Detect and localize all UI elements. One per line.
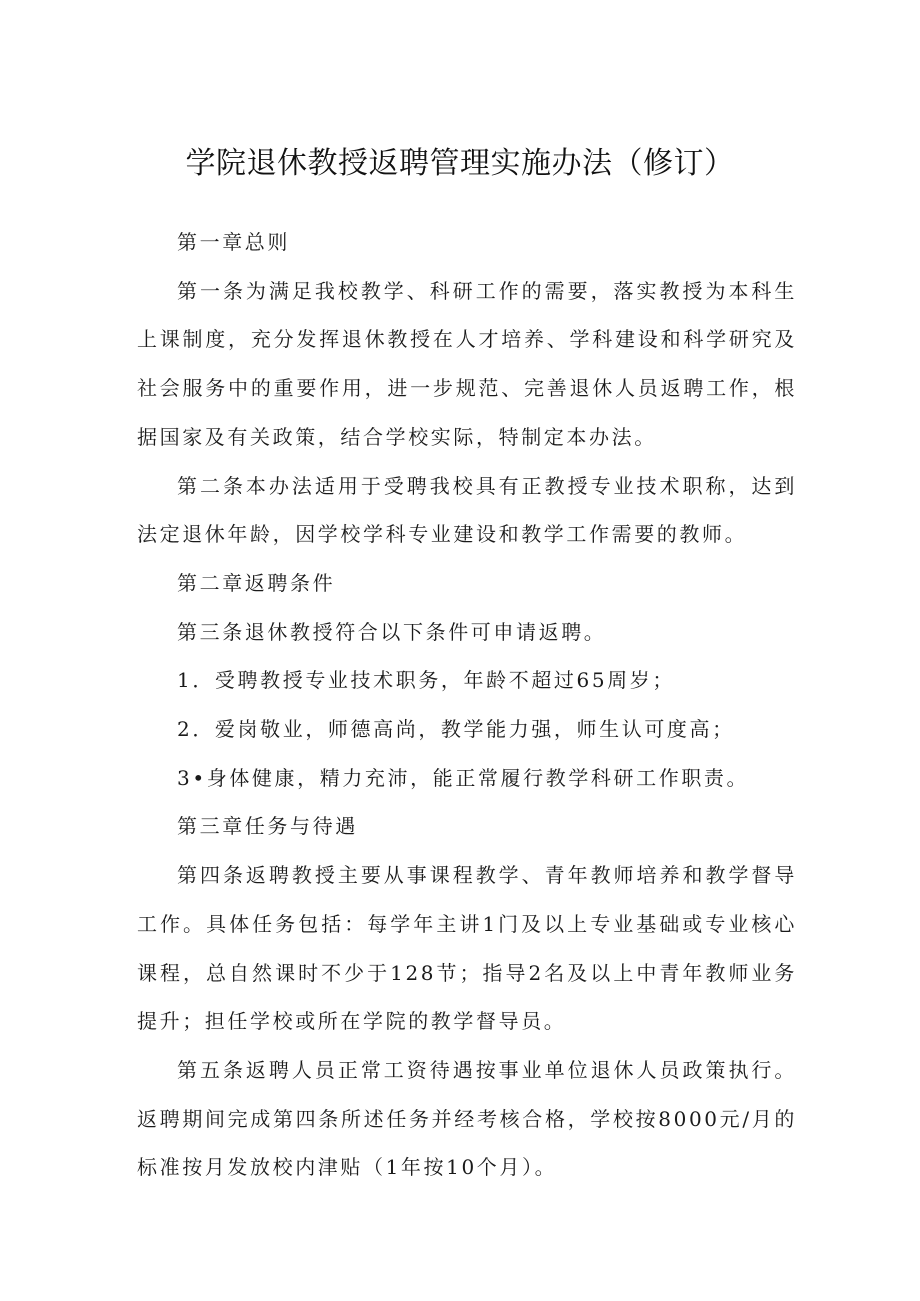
chapter-heading: 第二章返聘条件 — [177, 570, 336, 595]
list-item: 3•身体健康，精力充沛，能正常履行教学科研工作职责。 — [177, 765, 750, 790]
document-body — [137, 218, 797, 1192]
list-item: 1．受聘教授专业技术职务，年龄不超过65周岁； — [177, 668, 675, 693]
chapter-heading: 第三章任务与待遇 — [177, 814, 358, 839]
article-paragraph: 第三条退休教授符合以下条件可申请返聘。 — [177, 619, 607, 644]
list-item: 2．爱岗敬业，师德高尚，教学能力强，师生认可度高； — [177, 717, 735, 742]
chapter-heading: 第一章总则 — [177, 230, 290, 254]
article-paragraph: 第四条返聘教授主要从事课程教学、青年教师培养和教学督导工作。具体任务包括：每学年主讲1门及以上专业基础或专业核心课程，总自然课时不少于128节；指导2名及以上中青年教师业务提升；担任学校或所在学院的教学督导员。 — [137, 863, 797, 1034]
article-paragraph: 第二条本办法适用于受聘我校具有正教授专业技术职称，达到法定退休年龄，因学校学科专业建设和教学工作需要的教师。 — [137, 473, 797, 547]
article-paragraph: 第一条为满足我校教学、科研工作的需要，落实教授为本科生上课制度，充分发挥退休教授在人才培养、学科建设和科学研究及社会服务中的重要作用，进一步规范、完善退休人员返聘工作，根据国家及有关政策，结合学校实际，特制定本办法。 — [137, 278, 797, 449]
document-title: 学院退休教授返聘管理实施办法（修订） — [185, 146, 735, 181]
article-paragraph: 第五条返聘人员正常工资待遇按事业单位退休人员政策执行。返聘期间完成第四条所述任务并经考核合格，学校按8000元/月的标准按月发放校内津贴（1年按10个月）。 — [137, 1057, 797, 1180]
